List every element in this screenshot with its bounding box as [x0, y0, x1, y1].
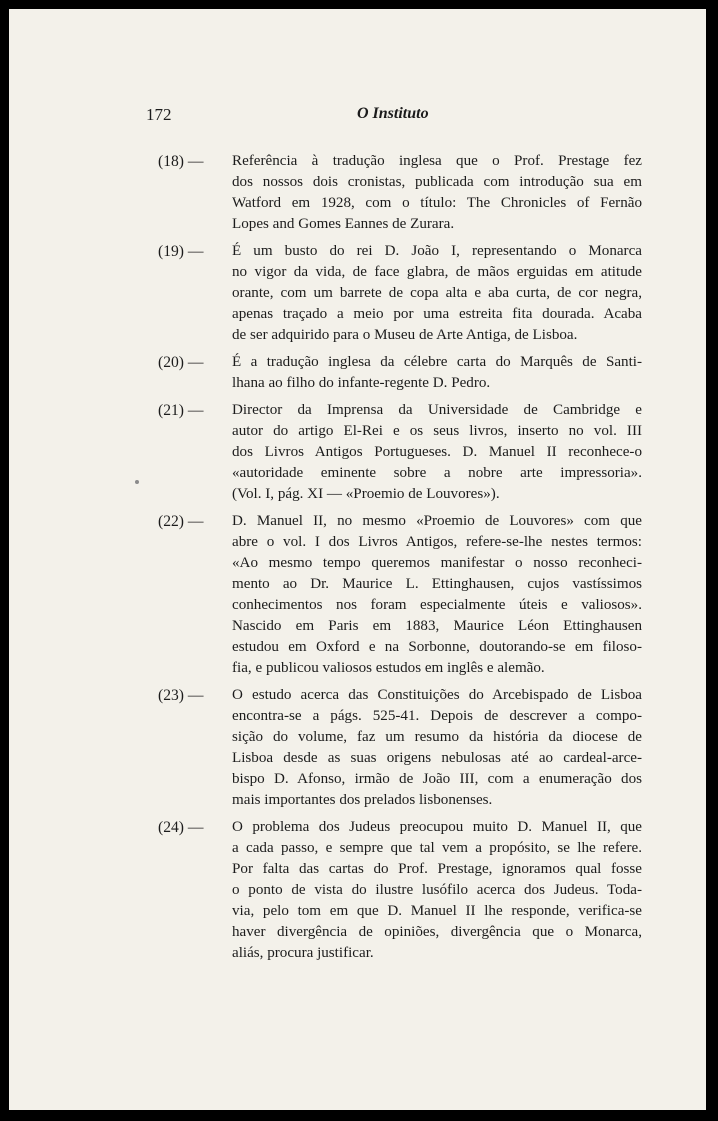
- endnote-line: mento ao Dr. Maurice L. Ettinghausen, cujos vastíssimos: [232, 576, 642, 592]
- endnote-text: [232, 511, 642, 679]
- endnote-line: fia, e publicou valiosos estudos em inglês e alemão.: [232, 660, 545, 676]
- endnote-line: encontra-se a págs. 525-41. Depois de descrever a compo-: [232, 708, 642, 724]
- endnote-line: Por falta das cartas do Prof. Prestage, ignoramos qual fosse: [232, 861, 642, 877]
- endnote-line: estudou em Oxford e na Sorbonne, doutorando-se em filoso-: [232, 639, 642, 655]
- endnote-line: «Ao mesmo tempo queremos manifestar o nosso reconheci-: [232, 555, 642, 571]
- endnote-line: via, pelo tom em que D. Manuel II lhe responde, verifica-se: [232, 903, 642, 919]
- endnote-text: [232, 241, 642, 346]
- endnote-line: dos nossos dois cronistas, publicada com introdução sua em: [232, 174, 642, 190]
- endnote-line: Watford em 1928, com o título: The Chronicles of Fernão: [232, 195, 642, 211]
- endnote: [158, 685, 642, 811]
- endnote-line: D. Manuel II, no mesmo «Proemio de Louvores» com que: [232, 513, 642, 529]
- endnote: [158, 511, 642, 679]
- endnote-line: abre o vol. I dos Livros Antigos, refere-se-lhe nestes termos:: [232, 534, 642, 550]
- endnote: [158, 817, 642, 964]
- endnote-line: dos Livros Antigos Portugueses. D. Manuel II reconhece-o: [232, 444, 642, 460]
- endnote-line: É a tradução inglesa da célebre carta do Marquês de Santi-: [232, 354, 642, 370]
- endnote-line: O problema dos Judeus preocupou muito D. Manuel II, que: [232, 819, 642, 835]
- endnote-line: conhecimentos nos foram especialmente úteis e valiosos».: [232, 597, 642, 613]
- endnote-line: o ponto de vista do ilustre lusófilo acerca dos Judeus. Toda-: [232, 882, 642, 898]
- paper-speck: [135, 480, 139, 484]
- endnote-line: orante, com um barrete de copa alta e aba curta, de cor negra,: [232, 285, 642, 301]
- endnote-label: (22) —: [158, 513, 204, 530]
- endnote-line: de ser adquirido para o Museu de Arte Antiga, de Lisboa.: [232, 327, 578, 343]
- endnote-label: (24) —: [158, 819, 204, 836]
- endnote-line: É um busto do rei D. João I, representando o Monarca: [232, 243, 642, 259]
- endnote-line: Lopes and Gomes Eannes de Zurara.: [232, 216, 455, 232]
- endnote-line: sição do volume, faz um resumo da história da diocese de: [232, 729, 642, 745]
- endnote-label: (18) —: [158, 153, 204, 170]
- running-title: O Instituto: [357, 105, 429, 122]
- endnote-line: mais importantes dos prelados lisbonenses.: [232, 792, 493, 808]
- endnote-line: Referência à tradução inglesa que o Prof. Prestage fez: [232, 153, 642, 169]
- endnote-text: [232, 151, 642, 235]
- endnote-line: Director da Imprensa da Universidade de Cambridge e: [232, 402, 642, 418]
- page-number: 172: [146, 105, 172, 124]
- book-page: [9, 9, 706, 1110]
- endnote-text: [232, 685, 642, 811]
- endnote-line: a cada passo, e sempre que tal vem a propósito, se lhe refere.: [232, 840, 642, 856]
- endnote-line: haver divergência de opiniões, divergência que o Monarca,: [232, 924, 642, 940]
- endnotes-list: [158, 151, 642, 970]
- endnote: [158, 151, 642, 235]
- endnote-label: (20) —: [158, 354, 204, 371]
- endnote-line: autor do artigo El-Rei e os seus livros, inserto no vol. III: [232, 423, 642, 439]
- endnote-line: lhana ao filho do infante-regente D. Pedro.: [232, 375, 491, 391]
- endnote-line: no vigor da vida, de face glabra, de mãos erguidas em atitude: [232, 264, 642, 280]
- endnote-line: Lisboa desde as suas origens nebulosas até ao cardeal-arce-: [232, 750, 642, 766]
- endnote: [158, 241, 642, 346]
- endnote-line: «autoridade eminente sobre a nobre arte impressoria».: [232, 465, 642, 481]
- endnote-label: (23) —: [158, 687, 204, 704]
- endnote-line: (Vol. I, pág. XI — «Proemio de Louvores»).: [232, 486, 500, 502]
- endnote: [158, 352, 642, 394]
- endnote: [158, 400, 642, 505]
- endnote-line: apenas traçado a meio por uma estreita fita dourada. Acaba: [232, 306, 642, 322]
- endnote-line: bispo D. Afonso, irmão de João III, com a enumeração dos: [232, 771, 642, 787]
- endnote-line: aliás, procura justificar.: [232, 945, 374, 961]
- endnote-line: O estudo acerca das Constituições do Arcebispado de Lisboa: [232, 687, 642, 703]
- endnote-text: [232, 400, 642, 505]
- endnote-text: [232, 352, 642, 394]
- endnote-label: (21) —: [158, 402, 204, 419]
- endnote-text: [232, 817, 642, 964]
- endnote-line: Nascido em Paris em 1883, Maurice Léon Ettinghausen: [232, 618, 642, 634]
- page-header: [9, 105, 706, 129]
- endnote-label: (19) —: [158, 243, 204, 260]
